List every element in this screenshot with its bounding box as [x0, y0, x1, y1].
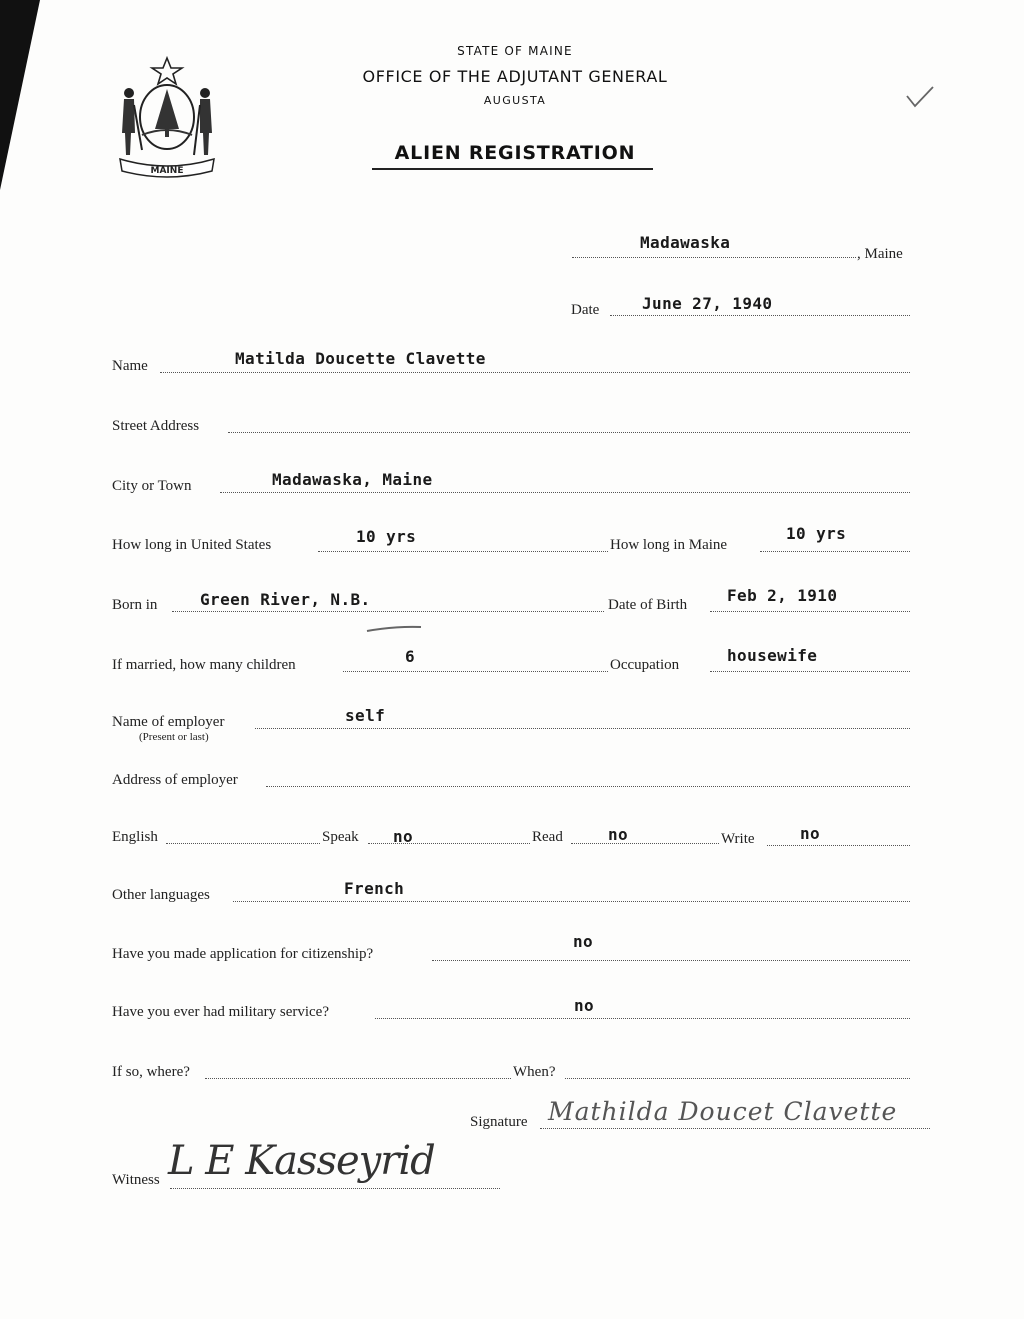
date-value: June 27, 1940 [642, 294, 773, 313]
seal-banner-text: MAINE [150, 166, 184, 176]
pencil-mark [365, 624, 423, 634]
signature-label: Signature [470, 1114, 528, 1130]
date-line [610, 315, 910, 316]
write-line [767, 845, 910, 846]
witness-line [170, 1188, 500, 1189]
us-duration-label: How long in United States [112, 537, 272, 553]
maine-duration-line [760, 551, 910, 552]
witness-label: Witness [112, 1172, 160, 1188]
city-label: City or Town [112, 478, 192, 494]
signature-value: Mathilda Doucet Clavette [548, 1097, 898, 1126]
born-in-label: Born in [112, 597, 158, 613]
when-label: When? [513, 1064, 556, 1080]
where-label: If so, where? [112, 1064, 190, 1080]
street-label: Street Address [112, 418, 200, 434]
title-underline [372, 168, 653, 170]
state-of-maine-seal-icon [112, 55, 222, 180]
maine-duration-label: How long in Maine [610, 537, 728, 553]
us-duration-line [318, 551, 608, 552]
maine-duration-value: 10 yrs [786, 524, 847, 543]
children-value: 6 [405, 647, 416, 666]
read-line [571, 843, 719, 844]
english-label: English [112, 829, 158, 845]
employer-address-line [266, 786, 910, 787]
header-city: AUGUSTA [483, 94, 547, 107]
write-label: Write [721, 831, 755, 847]
header-office: OFFICE OF THE ADJUTANT GENERAL [362, 67, 668, 86]
born-in-line [172, 611, 604, 612]
name-value: Matilda Doucette Clavette [235, 349, 486, 368]
citizenship-label: Have you made application for citizenship? [112, 946, 374, 962]
name-line [160, 372, 910, 373]
write-value: no [800, 824, 821, 843]
speak-value: no [393, 827, 414, 846]
read-label: Read [532, 829, 563, 845]
us-duration-value: 10 yrs [356, 527, 417, 546]
children-label: If married, how many children [112, 657, 296, 673]
city-value: Madawaska, Maine [272, 470, 433, 489]
employer-value: self [345, 706, 386, 725]
header-state: STATE OF MAINE [457, 44, 573, 58]
checkmark-icon [905, 84, 935, 110]
date-label: Date [571, 302, 600, 318]
children-line [343, 671, 608, 672]
other-languages-value: French [344, 879, 405, 898]
dob-line [710, 611, 910, 612]
where-line [205, 1078, 511, 1079]
signature-line [540, 1128, 930, 1129]
citizenship-value: no [573, 932, 594, 951]
form-title: ALIEN REGISTRATION [394, 142, 636, 164]
english-line [166, 843, 320, 844]
employer-address-label: Address of employer [112, 772, 238, 788]
other-languages-label: Other languages [112, 887, 210, 903]
name-label: Name [112, 358, 148, 374]
dob-label: Date of Birth [608, 597, 688, 613]
location-value: Madawaska [640, 233, 731, 252]
employer-line [255, 728, 910, 729]
citizenship-line [432, 960, 910, 961]
military-value: no [574, 996, 595, 1015]
military-label: Have you ever had military service? [112, 1004, 329, 1020]
when-line [565, 1078, 910, 1079]
dob-value: Feb 2, 1910 [727, 586, 838, 605]
scan-shadow-edge [0, 0, 40, 190]
occupation-line [710, 671, 910, 672]
other-languages-line [233, 901, 910, 902]
location-line [572, 257, 856, 258]
military-line [375, 1018, 910, 1019]
location-suffix: , Maine [857, 246, 903, 262]
employer-sublabel: (Present or last) [139, 731, 209, 743]
city-line [220, 492, 910, 493]
occupation-label: Occupation [610, 657, 680, 673]
street-line [228, 432, 910, 433]
born-in-value: Green River, N.B. [200, 590, 371, 609]
occupation-value: housewife [727, 646, 818, 665]
employer-label: Name of employer [112, 714, 225, 730]
speak-label: Speak [322, 829, 359, 845]
witness-signature: L E Kasseyrid [168, 1138, 435, 1184]
read-value: no [608, 825, 629, 844]
